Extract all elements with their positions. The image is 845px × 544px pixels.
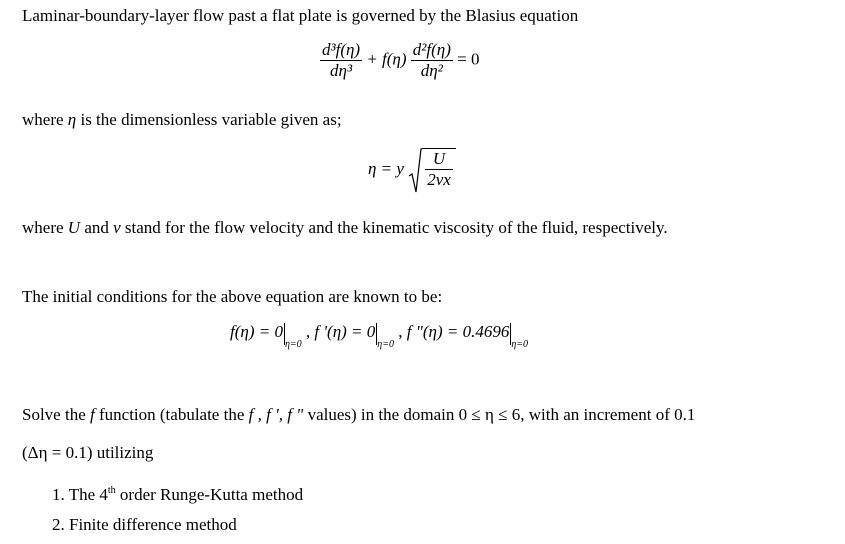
eta-definition-equation: η = y $\frac{U}{2vx}$ xyxy=(368,148,456,190)
plus-f-eta: + f(η) xyxy=(366,49,407,69)
initial-conditions-text: The initial conditions for the above equation are known to be: xyxy=(22,287,443,306)
second-derivative-fraction: $\frac{\text{d²f(η)}}{\text{dη²}}$ xyxy=(412,40,451,80)
square-root: $\frac{U}{2vx}$ xyxy=(408,148,456,190)
blasius-equation xyxy=(320,40,479,81)
third-derivative-fraction: $\frac{\text{d³f(η)}}{\text{dη³}}$ xyxy=(322,40,361,80)
method-item-finite-difference: 2. Finite difference method xyxy=(52,515,237,534)
eta-symbol: η xyxy=(67,110,77,129)
radical-sign-icon xyxy=(408,148,422,194)
solve-text: Solve the f function (tabulate the f , f ', f " values) in the domain 0 ≤ η ≤ 6, with an increment of 0.1 xyxy=(22,405,696,424)
method-item-rk4: 1. The 4th order Runge-Kutta method xyxy=(52,485,304,504)
initial-conditions-equation: $f(\eta) = 0_{\eta=0}$ , f '$(\eta) = 0_{\eta=0}$ , f "$(\eta) = 0.4696_{\eta=0}$ xyxy=(230,322,529,350)
where-U-text: where U and v stand for the flow velocity and the kinematic viscosity of the fluid, respectively. xyxy=(22,218,668,237)
equals-zero: = 0 xyxy=(457,49,480,69)
where-eta-text: where η is the dimensionless variable given as; xyxy=(22,110,342,129)
delta-text: (Δη = 0.1) utilizing xyxy=(22,443,154,462)
intro-text: Laminar-boundary-layer flow past a flat plate is governed by the Blasius equation xyxy=(22,6,579,25)
